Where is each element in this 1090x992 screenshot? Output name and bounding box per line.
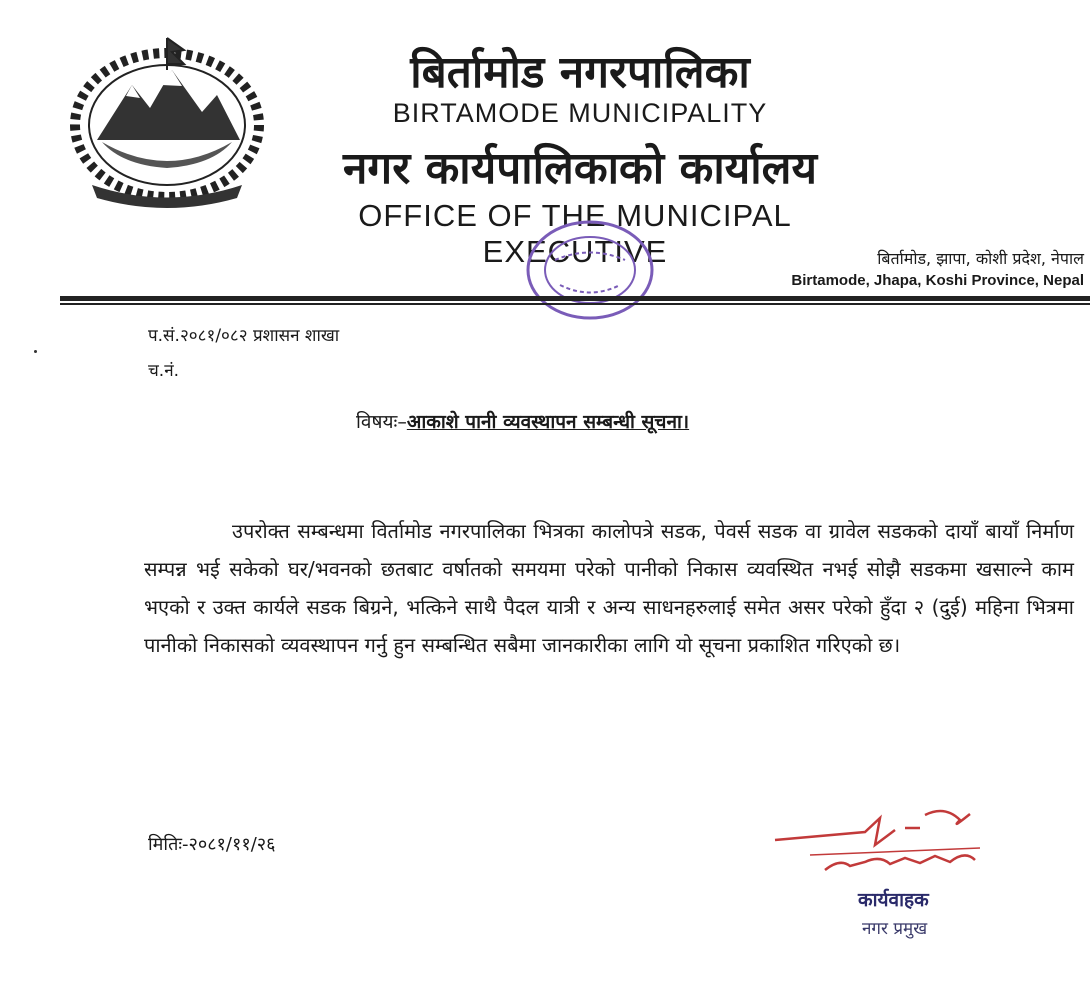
notice-date: मितिः-२०८१/११/२६ — [148, 834, 276, 855]
address-english: Birtamode, Jhapa, Koshi Province, Nepal — [791, 272, 1084, 289]
municipality-name-english: BIRTAMODE MUNICIPALITY — [392, 98, 768, 128]
address-nepali: बिर्तामोड, झापा, कोशी प्रदेश, नेपाल — [877, 249, 1084, 268]
office-name-english: OFFICE OF THE MUNICIPAL EXECUTIVE — [358, 198, 792, 269]
municipality-emblem — [62, 30, 272, 210]
subject-line — [356, 408, 689, 434]
notice-body: उपरोक्त सम्बन्धमा विर्तामोड नगरपालिका भित्रका कालोपत्रे सडक, पेवर्स सडक वा ग्रावेल सडकको दायाँ बायाँ निर्माण सम्पन्न भई सकेको घर/भवनको छतबाट वर्षातको समयमा परेको पानीको निकास व्यवस्थित नभई सोझै सडकमा खसाल्ने काम भएको र उक्त कार्यले सडक बिग्रने, भत्किने साथै पैदल यात्री र अन्य साधनहरुलाई समेत असर परेको हुँदा २ (दुई) महिना भित्रमा पानीको निकासको व्यवस्थापन गर्नु हुन सम्बन्धित सबैमा जानकारीका लागि यो सूचना प्रकाशित गरिएको छ। — [144, 519, 1074, 657]
header-divider-thick — [60, 296, 1090, 301]
reference-number: प.सं.२०८१/०८२ प्रशासन शाखा — [148, 326, 340, 346]
municipality-name-nepali: बिर्तामोड नगरपालिका — [410, 47, 750, 98]
subject-label: विषयः– — [356, 411, 407, 433]
signatory-role: नगर प्रमुख — [862, 919, 928, 939]
margin-dot — [34, 350, 37, 353]
signatory-title: कार्यवाहक — [858, 889, 929, 911]
dispatch-number: च.नं. — [148, 361, 180, 381]
office-name-nepali: नगर कार्यपालिकाको कार्यालय — [343, 143, 817, 194]
header-divider-thin — [60, 303, 1090, 305]
office-stamp — [520, 215, 660, 325]
handwritten-signature — [770, 800, 1000, 890]
subject-text: आकाशे पानी व्यवस्थापन सम्बन्धी सूचना। — [406, 411, 690, 433]
